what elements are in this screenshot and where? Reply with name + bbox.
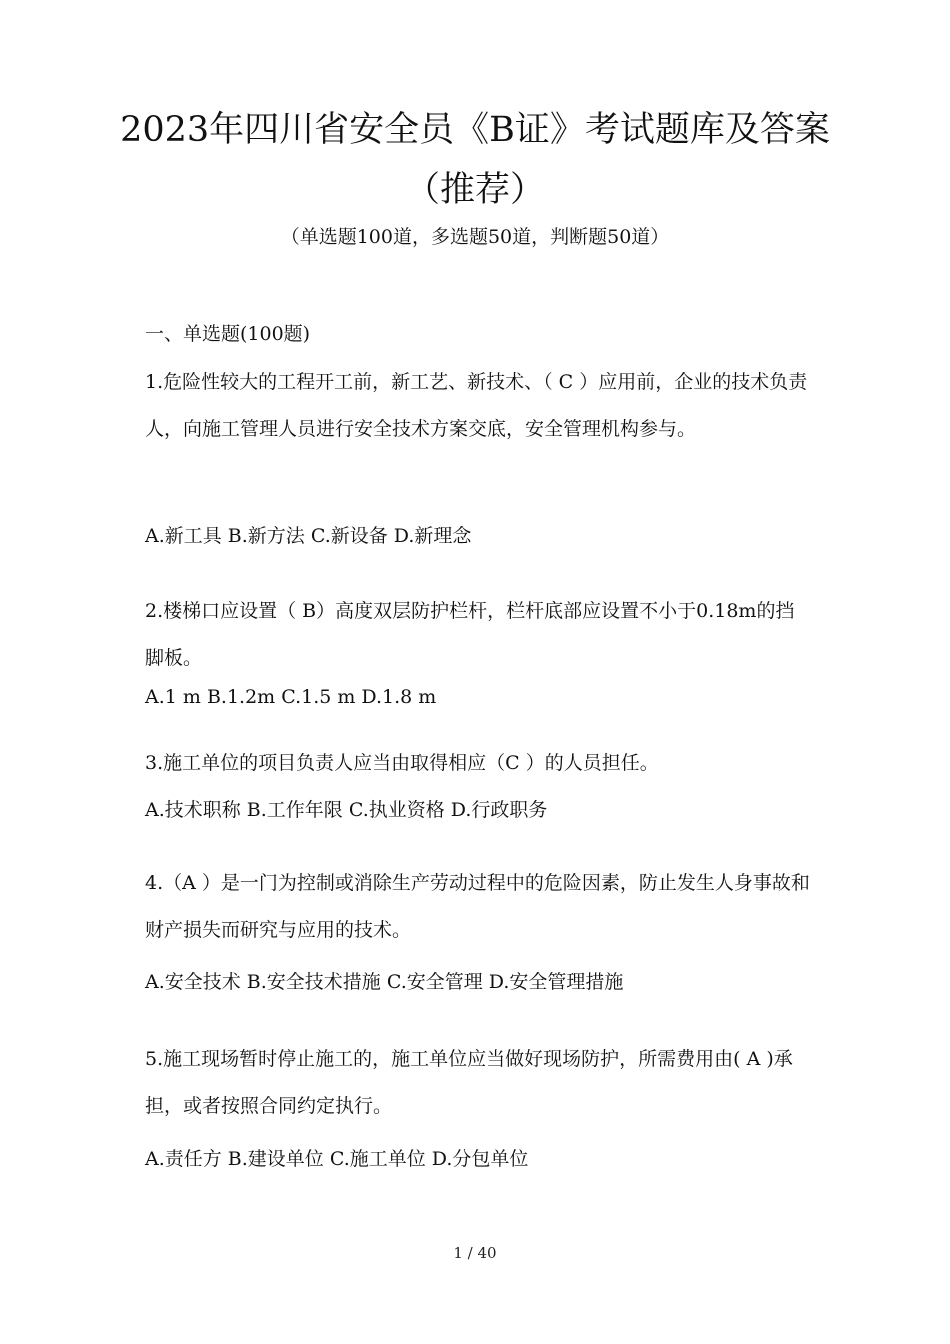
question-4-options: A.安全技术 B.安全技术措施 C.安全管理 D.安全管理措施 — [145, 971, 624, 993]
section-heading: 一、单选题(100题) — [145, 323, 311, 345]
page-number: 1 / 40 — [453, 1244, 497, 1262]
question-5-stem: 5.施工现场暂时停止施工的，施工单位应当做好现场防护，所需费用由( A )承担，或者按照合同约定执行。 — [145, 1048, 793, 1117]
document-subtitle: （单选题100道，多选题50道，判断题50道） — [280, 226, 670, 248]
question-2-options: A.1 m B.1.2m C.1.5 m D.1.8 m — [145, 686, 437, 708]
question-3-options: A.技术职称 B.工作年限 C.执业资格 D.行政职务 — [145, 799, 548, 821]
question-2-stem: 2.楼梯口应设置（ B）高度双层防护栏杆，栏杆底部应设置不小于0.18m的挡脚板。 — [145, 600, 795, 669]
question-1-stem: 1.危险性较大的工程开工前，新工艺、新技术、（ C ）应用前，企业的技术负责人，向施工管理人员进行安全技术方案交底，安全管理机构参与。 — [145, 371, 808, 440]
question-5-options: A.责任方 B.建设单位 C.施工单位 D.分包单位 — [145, 1148, 529, 1170]
question-4-stem: 4.（A ）是一门为控制或消除生产劳动过程中的危险因素，防止发生人身事故和财产损失而研究与应用的技术。 — [145, 872, 810, 941]
question-1-options: A.新工具 B.新方法 C.新设备 D.新理念 — [145, 525, 472, 547]
question-3-stem: 3.施工单位的项目负责人应当由取得相应（C ）的人员担任。 — [145, 752, 659, 774]
document-title: 2023年四川省安全员《B证》考试题库及答案（推荐） — [120, 110, 830, 210]
